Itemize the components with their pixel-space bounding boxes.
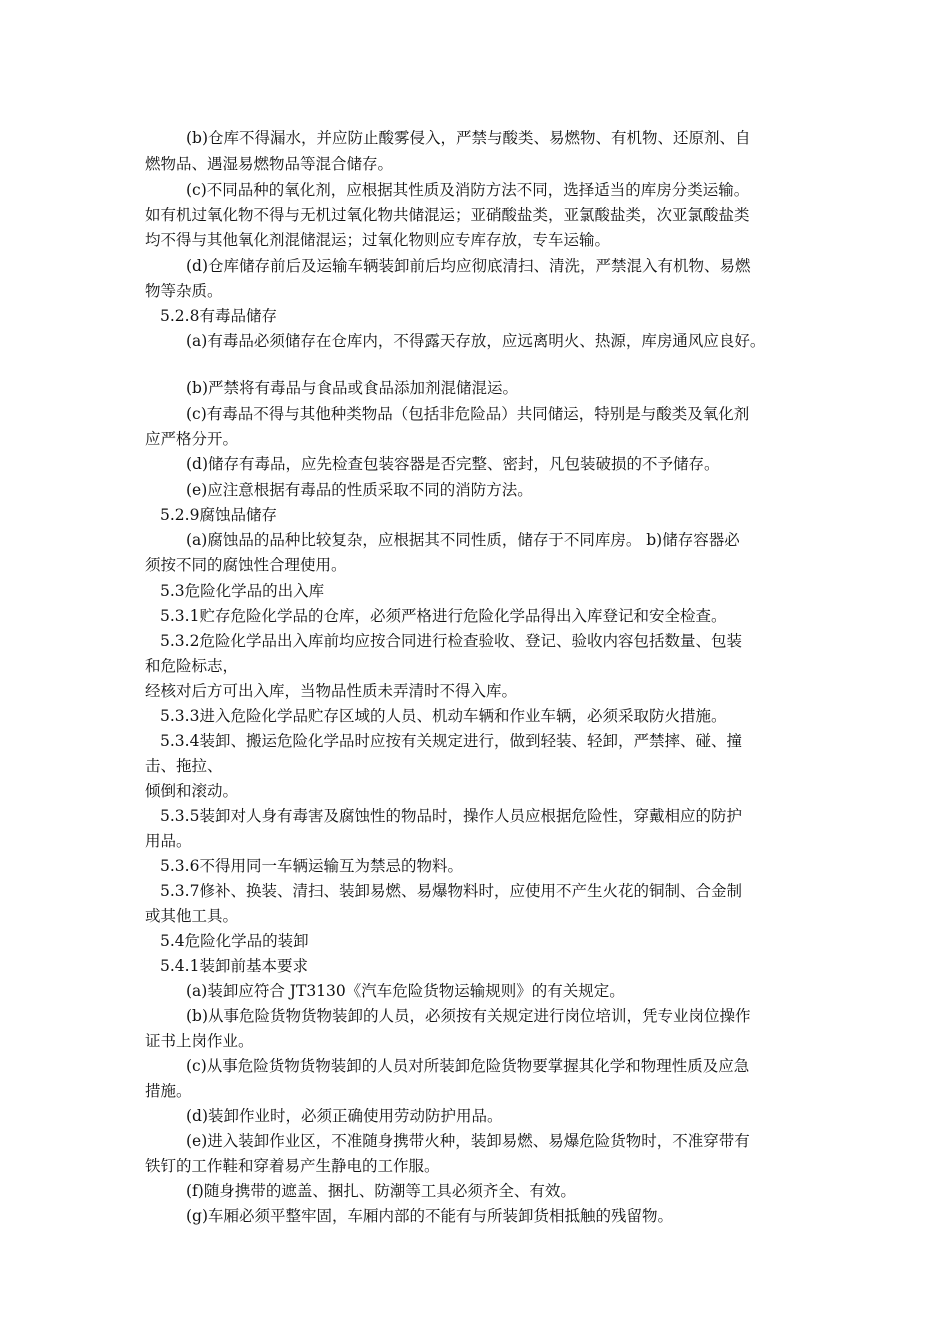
paragraph-line: 5.3.5装卸对人身有毒害及腐蚀性的物品时，操作人员应根据危险性，穿戴相应的防护 <box>160 807 742 825</box>
paragraph-line: (f)随身携带的遮盖、捆扎、防潮等工具必须齐全、有效。 <box>186 1182 576 1200</box>
paragraph-line: 须按不同的腐蚀性合理使用。 <box>145 556 347 574</box>
paragraph-line: (a)有毒品必须储存在仓库内，不得露天存放，应远离明火、热源，库房通风应良好。 <box>186 332 766 350</box>
paragraph-line: (e)进入装卸作业区，不准随身携带火种，装卸易燃、易爆危险货物时，不准穿带有 <box>186 1132 750 1150</box>
paragraph-line: 如有机过氧化物不得与无机过氧化物共储混运；亚硝酸盐类，亚氯酸盐类，次亚氯酸盐类 <box>145 206 750 224</box>
paragraph-line: 均不得与其他氧化剂混储混运；过氧化物则应专库存放，专车运输。 <box>145 231 611 249</box>
paragraph-line: (a)装卸应符合 JT3130《汽车危险货物运输规则》的有关规定。 <box>186 982 625 1000</box>
paragraph-line: 证书上岗作业。 <box>145 1032 254 1050</box>
paragraph-line: 5.3.2危险化学品出入库前均应按合同进行检查验收、登记、验收内容包括数量、包装 <box>160 632 742 650</box>
paragraph-line: 铁钉的工作鞋和穿着易产生静电的工作服。 <box>145 1157 440 1175</box>
paragraph-line: (a)腐蚀品的品种比较复杂，应根据其不同性质，储存于不同库房。 b)储存容器必 <box>186 531 740 549</box>
section-heading: 5.2.9腐蚀品储存 <box>160 506 277 524</box>
section-heading: 5.2.8有毒品储存 <box>160 307 277 325</box>
paragraph-line: 物等杂质。 <box>145 282 223 300</box>
paragraph-line: 5.3.7修补、换装、清扫、装卸易燃、易爆物料时，应使用不产生火花的铜制、合金制 <box>160 882 742 900</box>
paragraph-line: 5.3.4装卸、搬运危险化学品时应按有关规定进行，做到轻装、轻卸，严禁摔、碰、撞 <box>160 732 742 750</box>
paragraph-line: 击、拖拉、 <box>145 757 223 775</box>
section-heading: 5.4.1装卸前基本要求 <box>160 957 308 975</box>
paragraph-line: (b)严禁将有毒品与食品或食品添加剂混储混运。 <box>186 379 519 397</box>
paragraph-line: 倾倒和滚动。 <box>145 782 239 800</box>
paragraph-line: 应严格分开。 <box>145 430 239 448</box>
paragraph-line: 用品。 <box>145 832 192 850</box>
paragraph-line: 5.3.3进入危险化学品贮存区域的人员、机动车辆和作业车辆，必须采取防火措施。 <box>160 707 727 725</box>
paragraph-line: (b)从事危险货物货物装卸的人员，必须按有关规定进行岗位培训，凭专业岗位操作 <box>186 1007 751 1025</box>
paragraph-line: (g)车厢必须平整牢固，车厢内部的不能有与所装卸货相抵触的残留物。 <box>186 1207 674 1225</box>
paragraph-line: (c)有毒品不得与其他种类物品（包括非危险品）共同储运，特别是与酸类及氧化剂 <box>186 405 750 423</box>
paragraph-line: (c)不同品种的氧化剂，应根据其性质及消防方法不同，选择适当的库房分类运输。 <box>186 181 750 199</box>
paragraph-line: (c)从事危险货物货物装卸的人员对所装卸危险货物要掌握其化学和物理性质及应急 <box>186 1057 750 1075</box>
paragraph-line: 燃物品、遇湿易燃物品等混合储存。 <box>145 155 394 173</box>
paragraph-line: (b)仓库不得漏水，并应防止酸雾侵入，严禁与酸类、易燃物、有机物、还原剂、自 <box>186 129 751 147</box>
paragraph-line: (e)应注意根据有毒品的性质采取不同的消防方法。 <box>186 481 533 499</box>
paragraph-line: 和危险标志， <box>145 657 239 675</box>
paragraph-line: (d)仓库储存前后及运输车辆装卸前后均应彻底清扫、清洗，严禁混入有机物、易燃 <box>186 257 751 275</box>
paragraph-line: 经核对后方可出入库，当物品性质未弄清时不得入库。 <box>145 682 518 700</box>
paragraph-line: 或其他工具。 <box>145 907 239 925</box>
paragraph-line: 5.3.6不得用同一车辆运输互为禁忌的物料。 <box>160 857 463 875</box>
paragraph-line: (d)储存有毒品，应先检查包装容器是否完整、密封，凡包装破损的不予储存。 <box>186 455 720 473</box>
paragraph-line: 措施。 <box>145 1082 192 1100</box>
paragraph-line: 5.3.1贮存危险化学品的仓库，必须严格进行危险化学品得出入库登记和安全检查。 <box>160 607 727 625</box>
paragraph-line: (d)装卸作业时，必须正确使用劳动防护用品。 <box>186 1107 503 1125</box>
section-heading: 5.3危险化学品的出入库 <box>160 582 325 600</box>
section-heading: 5.4危险化学品的装卸 <box>160 932 309 950</box>
